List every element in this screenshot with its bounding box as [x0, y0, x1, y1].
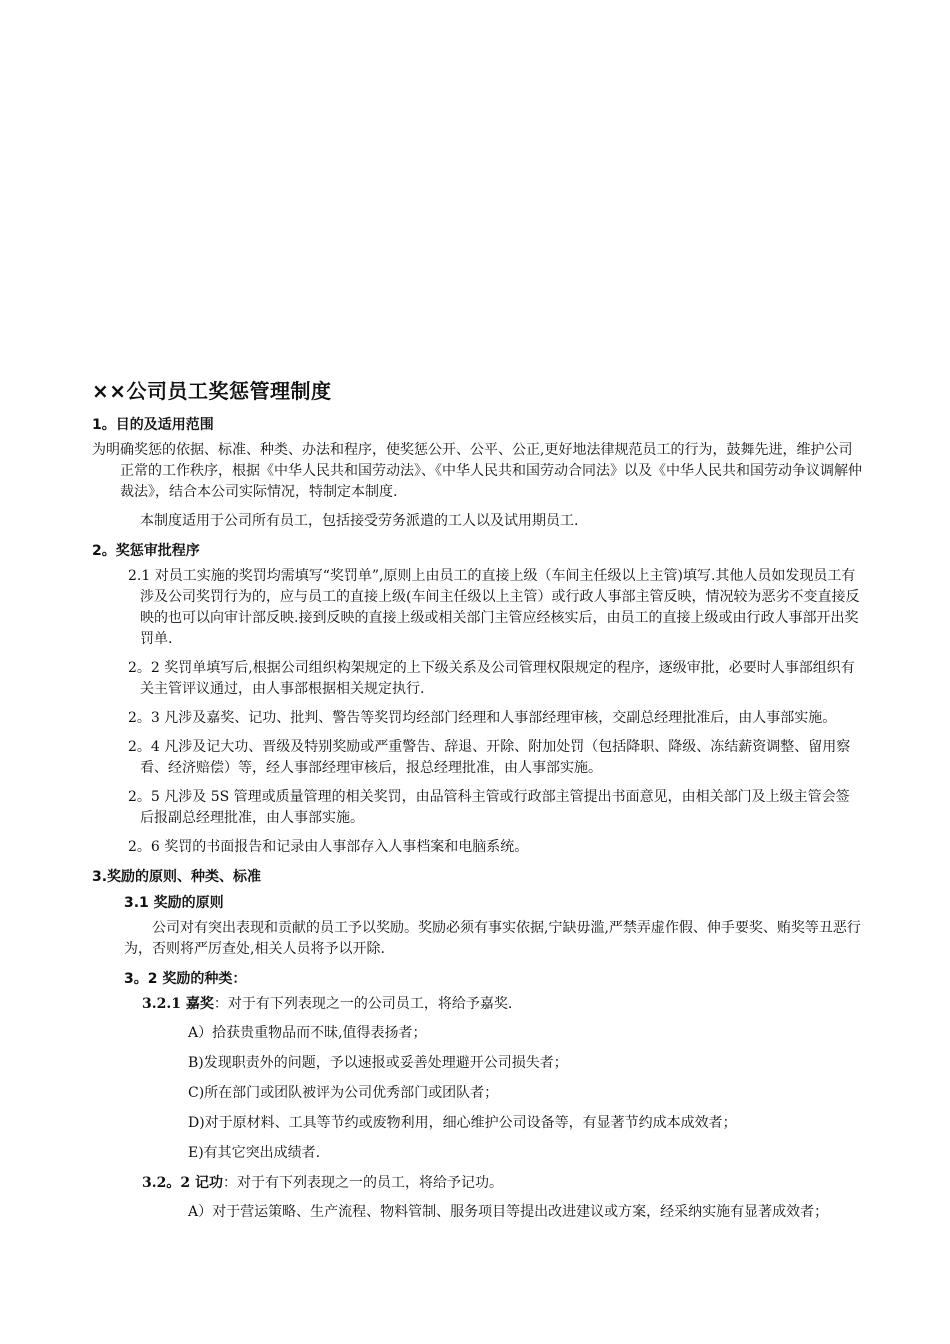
section-2-heading: 2。奖惩审批程序: [92, 543, 200, 559]
list-item: C)所在部门或团队被评为公司优秀部门或团队者；: [188, 1085, 499, 1101]
section-2-item: 2。3 凡涉及嘉奖、记功、批判、警告等奖罚均经部门经理和人事部经理审核，交副总经理批准后，由人事部实施。: [128, 710, 837, 726]
section-3-2-1-heading: [142, 994, 862, 1015]
section-3-2-2-label: 3.2。2 记功: [142, 1175, 223, 1191]
list-item: A）拾获贵重物品而不昧,值得表扬者；: [188, 1025, 427, 1041]
section-3-1-heading: 3.1 奖励的原则: [124, 895, 224, 911]
section-3-2-heading: 3。2 奖励的种类：: [124, 971, 247, 987]
section-2-item: 2。4 凡涉及记大功、晋级及特别奖励或严重警告、辞退、开除、附加处罚（包括降职、降级、冻结薪资调整、留用察看、经济赔偿）等，经人事部经理审核后，报总经理批准，由人事部实施。: [128, 739, 851, 776]
section-3-2-1-label: 3.2.1 嘉奖: [142, 996, 214, 1012]
section-3-heading: 3.奖励的原则、种类、标准: [92, 869, 262, 885]
list-item: D)对于原材料、工具等节约或废物利用，细心维护公司设备等，有显著节约成本成效者；: [188, 1115, 737, 1131]
section-2-item: 2。6 奖罚的书面报告和记录由人事部存入人事档案和电脑系统。: [128, 839, 529, 855]
section-3-2-2-text: ：对于有下列表现之一的员工，将给予记功。: [222, 1175, 503, 1191]
section-1-scope: 本制度适用于公司所有员工，包括接受劳务派遣的工人以及试用期员工.: [140, 513, 579, 529]
document-title: ××公司员工奖惩管理制度: [92, 379, 332, 403]
list-item: B)发现职责外的问题，予以速报或妥善处理避开公司损失者；: [188, 1055, 568, 1071]
section-2-item: 2。5 凡涉及 5S 管理或质量管理的相关奖罚，由品管科主管或行政部主管提出书面意见，由相关部门及上级主管会签后报副总经理批准，由人事部实施。: [128, 789, 850, 826]
section-3-2-1-text: ：对于有下列表现之一的公司员工，将给予嘉奖.: [213, 996, 513, 1012]
document-content: [92, 376, 862, 1231]
section-1-heading: 1。目的及适用范围: [92, 417, 214, 433]
section-2-item: 2.1 对员工实施的奖罚均需填写“奖罚单”,原则上由员工的直接上级（车间主任级以上主管)填写.其他人员如发现员工有涉及公司奖罚行为的，应与员工的直接上级(车间主任级以上主管）或行政人事部主管反映，情况较为恶劣不变直接反映的也可以向审计部反映.接到反映的直接上级或相关部门主管应经核实后，由员工的直接上级或由行政人事部开出奖罚单.: [128, 568, 860, 647]
list-item: E)有其它突出成绩者.: [188, 1145, 321, 1161]
section-3-2-2-heading: [142, 1173, 862, 1194]
section-2-item: 2。2 奖罚单填写后,根据公司组织构架规定的上下级关系及公司管理权限规定的程序，逐级审批，必要时人事部组织有关主管评议通过，由人事部根据相关规定执行.: [128, 660, 855, 697]
list-item: A）对于营运策略、生产流程、物料管制、服务项目等提出改进建议或方案，经采纳实施有显著成效者；: [188, 1204, 829, 1220]
section-3-1-paragraph: 公司对有突出表现和贡献的员工予以奖励。奖励必须有事实依据,宁缺毋滥,严禁弄虚作假、伸手要奖、贿奖等丑恶行为，否则将严厉查处,相关人员将予以开除.: [124, 920, 861, 957]
section-1-paragraph: 为明确奖惩的依据、标准、种类、办法和程序，使奖惩公开、公平、公正,更好地法律规范员工的行为，鼓舞先进，维护公司正常的工作秩序，根据《中华人民共和国劳动法》、《中华人民共和国劳动合同法》以及《中华人民共和国劳动争议调解仲裁法》，结合本公司实际情况，特制定本制度.: [92, 442, 862, 500]
